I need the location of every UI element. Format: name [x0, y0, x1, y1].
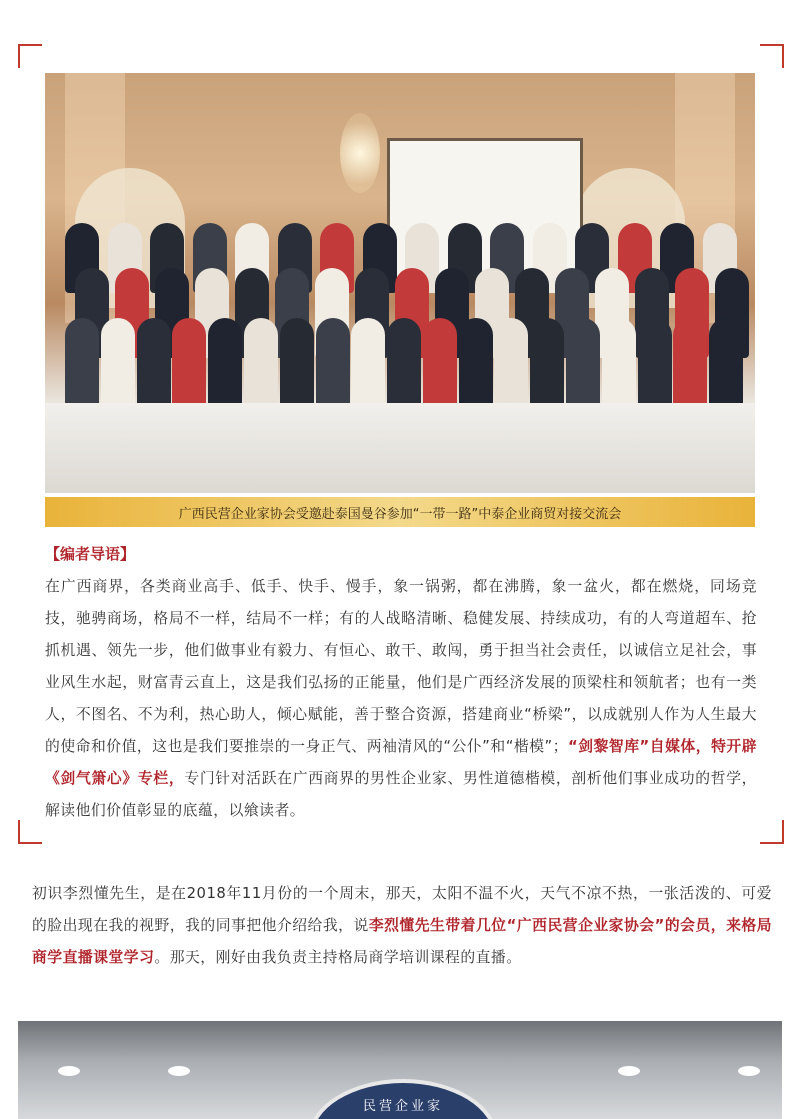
person-silhouette — [101, 318, 135, 413]
person-silhouette — [172, 318, 206, 413]
person-silhouette — [566, 318, 600, 413]
paragraph-highlight: 李烈懂先生带着几位“广西民营企业家协会”的会员，来格局商学直播课堂学习 — [32, 917, 772, 966]
person-silhouette — [709, 318, 743, 413]
person-silhouette — [316, 318, 350, 413]
person-silhouette — [387, 318, 421, 413]
intro-text-part1: 在广西商界，各类商业高手、低手、快手、慢手，象一锅粥，都在沸腾，象一盆火，都在燃烧，同场竞技，驰骋商场，格局不一样，结局不一样；有的人战略清晰、稳健发展、持续成功，有的人弯道超车、抢抓机遇、领先一步，他们做事业有毅力、有恒心、敢干、敢闯，勇于担当社会责任，以诚信立足社会，事业风生水起，财富青云直上，这是我们弘扬的正能量，他们是广西经济发展的顶梁柱和领航者；也有一类人，不图名、不为利，热心助人，倾心赋能，善于整合资源，搭建商业“桥梁”，以成就别人作为人生最大的使命和价值，这也是我们要推崇的一身正气、两袖清风的“公仆”和“楷模”； — [45, 578, 757, 755]
person-silhouette — [602, 318, 636, 413]
article-paragraph — [32, 878, 772, 974]
editor-intro-text — [45, 571, 757, 827]
photo-caption — [45, 497, 755, 527]
frame-corner-bottom-right — [760, 820, 784, 844]
conference-table — [45, 403, 755, 493]
intro-text-part2: 专门针对活跃在广西商界的男性企业家、男性道德楷模，剖析他们事业成功的哲学，解读他们价值彰显的底蕴，以飨读者。 — [45, 770, 757, 819]
editor-intro-heading: 【编者导语】 — [45, 545, 136, 563]
frame-corner-bottom-left — [18, 820, 42, 844]
frame-corner-top-left — [18, 44, 42, 68]
photo-caption-text: 广西民营企业家协会受邀赴泰国曼谷参加“一带一路”中泰企业商贸对接交流会 — [178, 506, 622, 522]
person-silhouette — [351, 318, 385, 413]
association-badge — [308, 1079, 498, 1119]
person-silhouette — [494, 318, 528, 413]
crowd — [65, 223, 755, 413]
paragraph-text-part1: 初识李烈懂先生，是在2018年11月份的一个周末，那天，太阳不温不火，天气不凉不热，一张活泼的、可爱的脸出现在我的视野，我的同事把他介绍给我，说 — [32, 885, 772, 934]
badge-text: 民营企业家 — [362, 1099, 443, 1114]
person-silhouette — [244, 318, 278, 413]
person-silhouette — [65, 318, 99, 413]
person-silhouette — [459, 318, 493, 413]
frame-corner-top-right — [760, 44, 784, 68]
person-silhouette — [638, 318, 672, 413]
person-silhouette — [280, 318, 314, 413]
person-silhouette — [208, 318, 242, 413]
group-photo — [45, 73, 755, 493]
intro-highlight: “剑黎智库”自媒体，特开辟《剑气箫心》专栏， — [45, 738, 758, 787]
second-photo — [18, 1021, 782, 1119]
person-silhouette — [673, 318, 707, 413]
person-silhouette — [530, 318, 564, 413]
person-silhouette — [423, 318, 457, 413]
paragraph-text-part2: 。那天，刚好由我负责主持格局商学培训课程的直播。 — [154, 949, 522, 966]
person-silhouette — [137, 318, 171, 413]
